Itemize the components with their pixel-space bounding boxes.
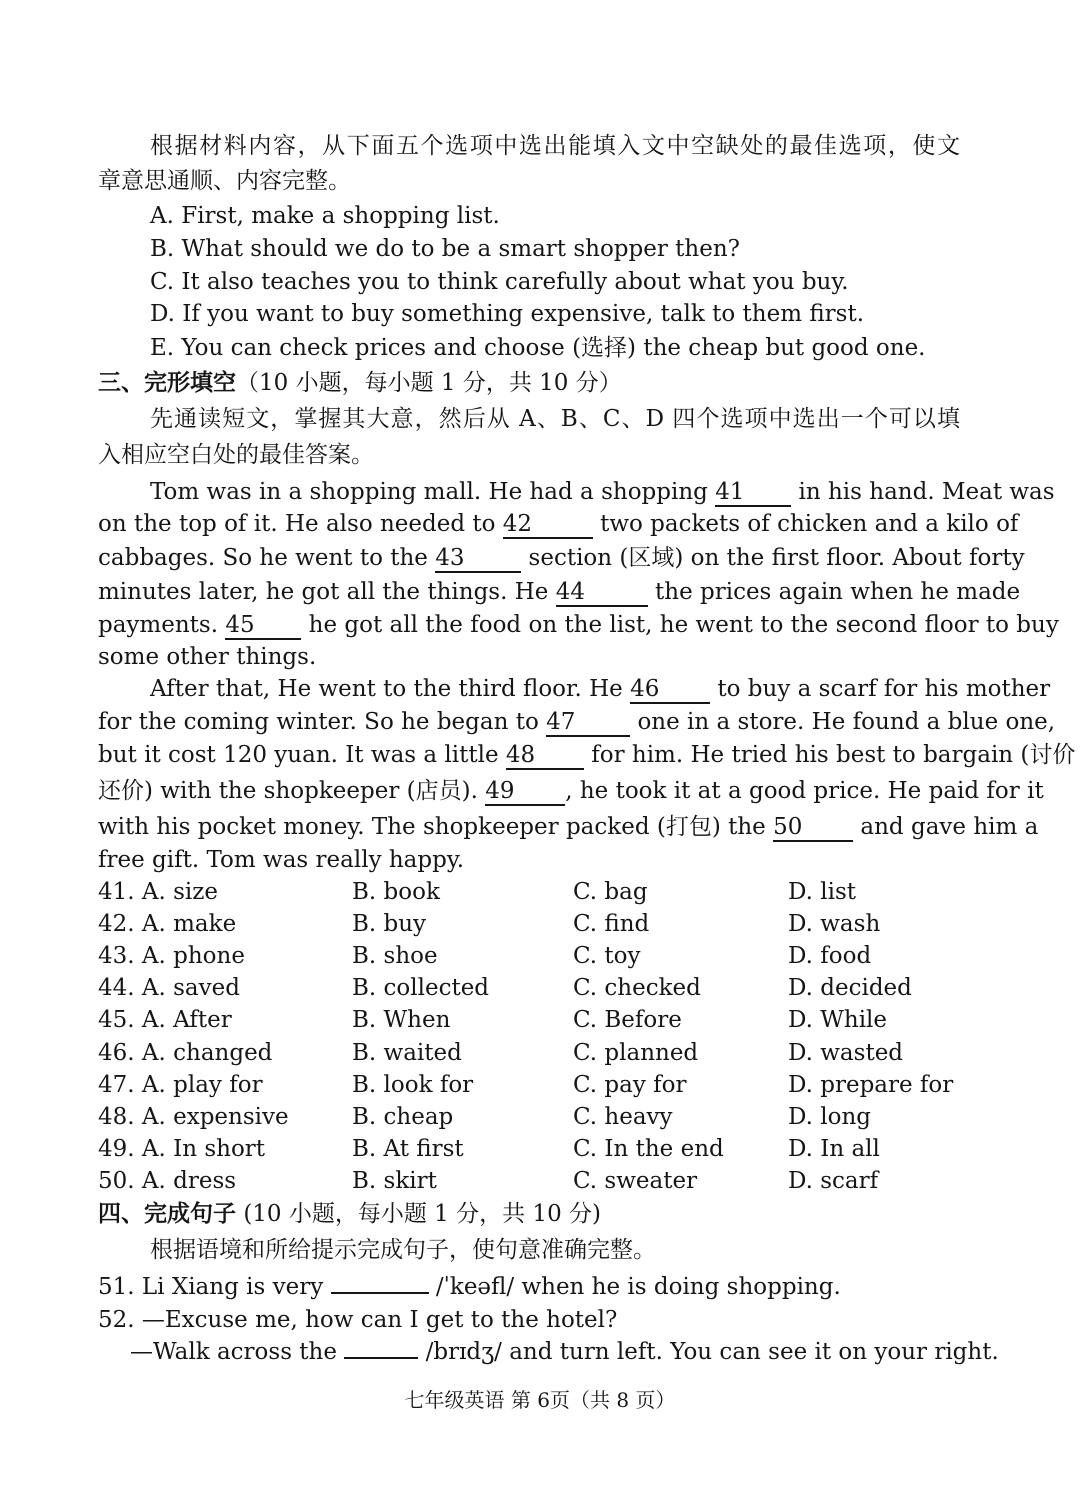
- option-a: 49. A. In short: [98, 1136, 266, 1162]
- passage-line: [150, 673, 1051, 705]
- option-c: C. bag: [573, 879, 648, 905]
- question-row-42: [98, 908, 960, 940]
- option-a: 48. A. expensive: [98, 1104, 289, 1130]
- question-51: [98, 1271, 960, 1303]
- passage-line: [98, 739, 1076, 771]
- passage-text: section (区域) on the first floor. About forty: [528, 545, 1025, 571]
- option-a: 44. A. saved: [98, 975, 240, 1001]
- blank-45: 45: [225, 612, 301, 640]
- passage-text: 还价) with the shopkeeper (店员).: [98, 778, 478, 804]
- section3-title: 三、完形填空: [98, 369, 236, 396]
- option-a: 42. A. make: [98, 911, 237, 937]
- passage-text: he got all the food on the list, he went to the second floor to buy: [308, 612, 1059, 638]
- section3-instruction-2: 入相应空白处的最佳答案。: [98, 442, 374, 468]
- option-c: C. planned: [573, 1040, 699, 1066]
- option-a: 43. A. phone: [98, 943, 245, 969]
- question-row-45: [98, 1004, 960, 1036]
- question-row-43: [98, 940, 960, 972]
- option-b: B. When: [352, 1007, 451, 1033]
- passage-line: [150, 476, 1055, 508]
- task-option-c: C. It also teaches you to think carefully about what you buy.: [150, 269, 849, 295]
- passage-line: [98, 811, 1039, 843]
- passage-line: [98, 609, 1059, 641]
- passage-line: [98, 775, 1044, 807]
- page-footer: 七年级英语 第 6页（共 8 页）: [404, 1388, 676, 1412]
- passage-line: [98, 576, 1021, 608]
- option-d: D. prepare for: [788, 1072, 954, 1098]
- question-52-line-1: 52. —Excuse me, how can I get to the hotel?: [98, 1307, 618, 1333]
- blank-46: 46: [630, 676, 710, 704]
- blank-43: 43: [435, 545, 521, 573]
- section3-instruction-1: 先通读短文，掌握其大意，然后从 A、B、C、D 四个选项中选出一个可以填: [150, 406, 960, 432]
- question-row-41: [98, 876, 960, 908]
- section4-title: 四、完成句子: [98, 1200, 236, 1227]
- blank-44: 44: [556, 579, 648, 607]
- passage-line: free gift. Tom was really happy.: [98, 847, 465, 873]
- passage-text: Tom was in a shopping mall. He had a shopping: [150, 479, 708, 505]
- question-text: /brɪdʒ/ and turn left. You can see it on your right.: [425, 1339, 999, 1365]
- blank-49: 49: [485, 778, 565, 806]
- option-c: C. In the end: [573, 1136, 724, 1162]
- blank-52: [344, 1357, 418, 1359]
- option-c: C. sweater: [573, 1168, 698, 1194]
- passage-text: cabbages. So he went to the: [98, 545, 428, 571]
- passage-text: and gave him a: [860, 814, 1039, 840]
- passage-text: minutes later, he got all the things. He: [98, 579, 549, 605]
- option-b: B. At first: [352, 1136, 464, 1162]
- passage-text: but it cost 120 yuan. It was a little: [98, 742, 499, 768]
- question-text: /ˈkeəfl/ when he is doing shopping.: [435, 1274, 841, 1300]
- blank-42: 42: [503, 511, 593, 539]
- option-d: D. In all: [788, 1136, 880, 1162]
- passage-text: for the coming winter. So he began to: [98, 709, 539, 735]
- option-c: C. Before: [573, 1007, 682, 1033]
- passage-text: for him. He tried his best to bargain (讨价: [591, 742, 1076, 768]
- task-option-a: A. First, make a shopping list.: [150, 203, 500, 229]
- question-text: 51. Li Xiang is very: [98, 1274, 324, 1300]
- intro-line-2: 章意思通顺、内容完整。: [98, 168, 351, 194]
- option-b: B. waited: [352, 1040, 462, 1066]
- option-b: B. skirt: [352, 1168, 437, 1194]
- task-option-b: B. What should we do to be a smart shopper then?: [150, 236, 740, 262]
- option-b: B. collected: [352, 975, 490, 1001]
- passage-text: one in a store. He found a blue one,: [637, 709, 1056, 735]
- option-c: C. find: [573, 911, 650, 937]
- question-52-line-2: [130, 1336, 999, 1368]
- option-d: D. While: [788, 1007, 888, 1033]
- question-row-49: [98, 1133, 960, 1165]
- section3-heading: [98, 367, 960, 399]
- option-d: D. decided: [788, 975, 912, 1001]
- blank-51: [331, 1292, 429, 1294]
- passage-text: two packets of chicken and a kilo of: [600, 511, 1019, 537]
- passage-line: [98, 542, 1025, 574]
- task-option-e: E. You can check prices and choose (选择) the cheap but good one.: [150, 335, 926, 361]
- option-c: C. heavy: [573, 1104, 673, 1130]
- question-row-50: [98, 1165, 960, 1197]
- passage-text: in his hand. Meat was: [798, 479, 1055, 505]
- task-option-d: D. If you want to buy something expensive, talk to them first.: [150, 301, 865, 327]
- blank-50: 50: [773, 814, 853, 842]
- section4-instruction: 根据语境和所给提示完成句子，使句意准确完整。: [150, 1237, 656, 1263]
- question-row-48: [98, 1101, 960, 1133]
- intro-line-1: 根据材料内容，从下面五个选项中选出能填入文中空缺处的最佳选项，使文: [150, 133, 960, 159]
- option-a: 50. A. dress: [98, 1168, 237, 1194]
- option-d: D. scarf: [788, 1168, 879, 1194]
- option-a: 45. A. After: [98, 1007, 232, 1033]
- option-b: B. cheap: [352, 1104, 454, 1130]
- blank-48: 48: [506, 742, 584, 770]
- passage-line: some other things.: [98, 644, 317, 670]
- option-c: C. pay for: [573, 1072, 687, 1098]
- option-d: D. food: [788, 943, 872, 969]
- option-a: 46. A. changed: [98, 1040, 273, 1066]
- blank-41: 41: [715, 479, 791, 507]
- option-b: B. buy: [352, 911, 427, 937]
- passage-text: payments.: [98, 612, 219, 638]
- option-d: D. long: [788, 1104, 871, 1130]
- option-b: B. shoe: [352, 943, 438, 969]
- option-c: C. toy: [573, 943, 641, 969]
- option-b: B. look for: [352, 1072, 474, 1098]
- passage-line: [98, 706, 1056, 738]
- section4-heading: [98, 1198, 960, 1230]
- passage-text: on the top of it. He also needed to: [98, 511, 496, 537]
- option-d: D. wasted: [788, 1040, 904, 1066]
- option-d: D. list: [788, 879, 857, 905]
- passage-text: , he took it at a good price. He paid for it: [565, 778, 1044, 804]
- option-a: 41. A. size: [98, 879, 219, 905]
- passage-text: with his pocket money. The shopkeeper packed (打包) the: [98, 814, 766, 840]
- passage-text: the prices again when he made: [655, 579, 1021, 605]
- passage-text: to buy a scarf for his mother: [717, 676, 1051, 702]
- blank-47: 47: [546, 709, 630, 737]
- question-row-47: [98, 1069, 960, 1101]
- passage-text: After that, He went to the third floor. He: [150, 676, 623, 702]
- option-a: 47. A. play for: [98, 1072, 263, 1098]
- passage-line: [98, 508, 1019, 540]
- question-row-46: [98, 1037, 960, 1069]
- option-b: B. book: [352, 879, 440, 905]
- section3-score: （10 小题，每小题 1 分，共 10 分）: [236, 370, 622, 396]
- section4-score: (10 小题，每小题 1 分，共 10 分): [243, 1201, 601, 1227]
- question-text: —Walk across the: [130, 1339, 337, 1365]
- question-row-44: [98, 972, 960, 1004]
- option-c: C. checked: [573, 975, 701, 1001]
- option-d: D. wash: [788, 911, 881, 937]
